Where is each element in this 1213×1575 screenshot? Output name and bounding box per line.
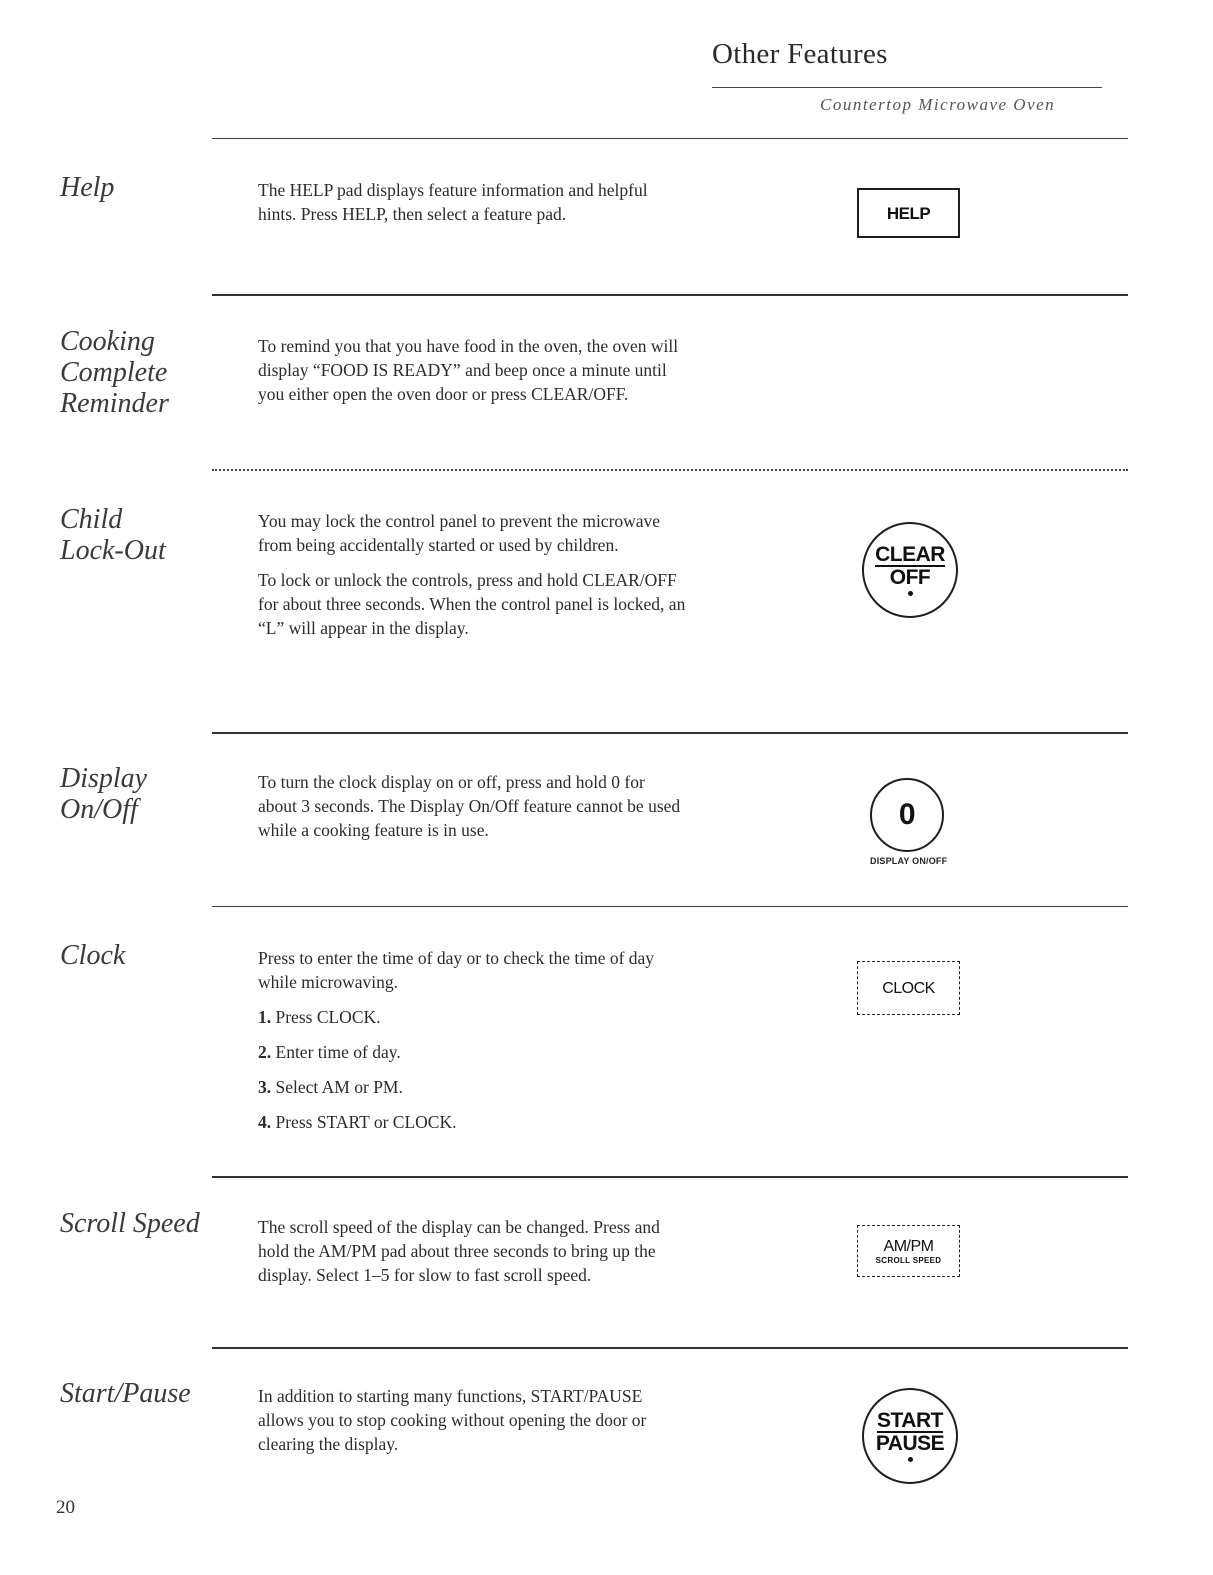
pad-label: START [877, 1409, 943, 1432]
page-subtitle: Countertop Microwave Oven [820, 95, 1056, 114]
section-title-start: Start/Pause [60, 1378, 191, 1409]
section-body-display [258, 770, 688, 853]
start-pause-pad [862, 1388, 958, 1484]
section-body-start [258, 1384, 688, 1467]
section-body-help [258, 178, 688, 237]
pad-label: PAUSE [875, 1432, 945, 1455]
am-pm-pad [857, 1225, 960, 1277]
clock-step [258, 1075, 688, 1099]
section-divider [212, 469, 1128, 471]
title-line: On/Off [60, 794, 138, 825]
clear-off-pad [862, 522, 958, 618]
section-title-display [60, 763, 147, 825]
step-text: Press START or CLOCK. [275, 1112, 457, 1132]
pad-sublabel: SCROLL SPEED [875, 1256, 942, 1265]
section-body-scroll [258, 1215, 688, 1298]
indicator-dot [908, 1457, 913, 1462]
section-title-child-lock [60, 504, 166, 566]
section-divider [212, 1176, 1128, 1178]
title-line: Complete [60, 357, 168, 388]
clock-pad [857, 961, 960, 1015]
body-paragraph: To lock or unlock the controls, press and hold CLEAR/OFF for about three seconds. When the control panel is locked, an “L” will appear in the display. [258, 570, 686, 638]
body-paragraph: The scroll speed of the display can be changed. Press and hold the AM/PM pad about three seconds to bring up the display. Select 1–5 for slow to fast scroll speed. [258, 1217, 660, 1285]
body-paragraph: The HELP pad displays feature information and helpful hints. Press HELP, then select a feature pad. [258, 180, 648, 224]
clock-step [258, 1005, 688, 1029]
page-number: 20 [56, 1497, 75, 1518]
section-title-scroll: Scroll Speed [60, 1208, 200, 1239]
pad-caption: DISPLAY ON/OFF [870, 856, 948, 866]
step-number: 1. [258, 1007, 272, 1027]
section-divider [212, 138, 1128, 139]
clock-step [258, 1110, 688, 1134]
body-paragraph: In addition to starting many functions, START/PAUSE allows you to stop cooking without opening the door or clearing the display. [258, 1386, 647, 1454]
section-title-clock: Clock [60, 940, 126, 971]
pad-label: CLEAR [875, 543, 945, 566]
section-divider [212, 1347, 1128, 1349]
step-text: Enter time of day. [275, 1042, 401, 1062]
help-pad [857, 188, 960, 238]
step-text: Press CLOCK. [275, 1007, 381, 1027]
header-rule [712, 87, 1102, 88]
pad-label: 0 [898, 798, 916, 831]
step-text: Select AM or PM. [275, 1077, 403, 1097]
title-line: Lock-Out [60, 535, 166, 566]
body-paragraph: To turn the clock display on or off, press and hold 0 for about 3 seconds. The Display On/Off feature cannot be used while a cooking feature is in use. [258, 772, 681, 840]
page-title: Other Features [712, 38, 888, 70]
step-number: 2. [258, 1042, 272, 1062]
section-divider [212, 906, 1128, 907]
pad-label: HELP [886, 203, 931, 223]
section-divider [212, 732, 1128, 734]
pad-label: AM/PM [883, 1238, 934, 1255]
indicator-dot [908, 591, 913, 596]
section-body-clock [258, 946, 688, 1145]
section-body-child-lock [258, 509, 688, 651]
title-line: Reminder [60, 388, 169, 419]
section-divider [212, 294, 1128, 296]
title-line: Display [60, 763, 148, 794]
step-number: 3. [258, 1077, 272, 1097]
section-title-reminder [60, 326, 169, 419]
zero-pad [870, 778, 944, 852]
body-paragraph: To remind you that you have food in the oven, the oven will display “FOOD IS READY” and beep once a minute until you either open the oven door or press CLEAR/OFF. [258, 336, 679, 404]
clock-step [258, 1040, 688, 1064]
section-title-help: Help [60, 172, 115, 203]
body-paragraph: Press to enter the time of day or to check the time of day while microwaving. [258, 948, 655, 992]
step-number: 4. [258, 1112, 272, 1132]
body-paragraph: You may lock the control panel to prevent the microwave from being accidentally started or used by children. [258, 511, 661, 555]
section-body-reminder [258, 334, 688, 417]
title-line: Cooking [60, 326, 155, 357]
pad-label: OFF [889, 566, 931, 589]
pad-label: CLOCK [882, 979, 935, 997]
title-line: Child [60, 504, 123, 535]
